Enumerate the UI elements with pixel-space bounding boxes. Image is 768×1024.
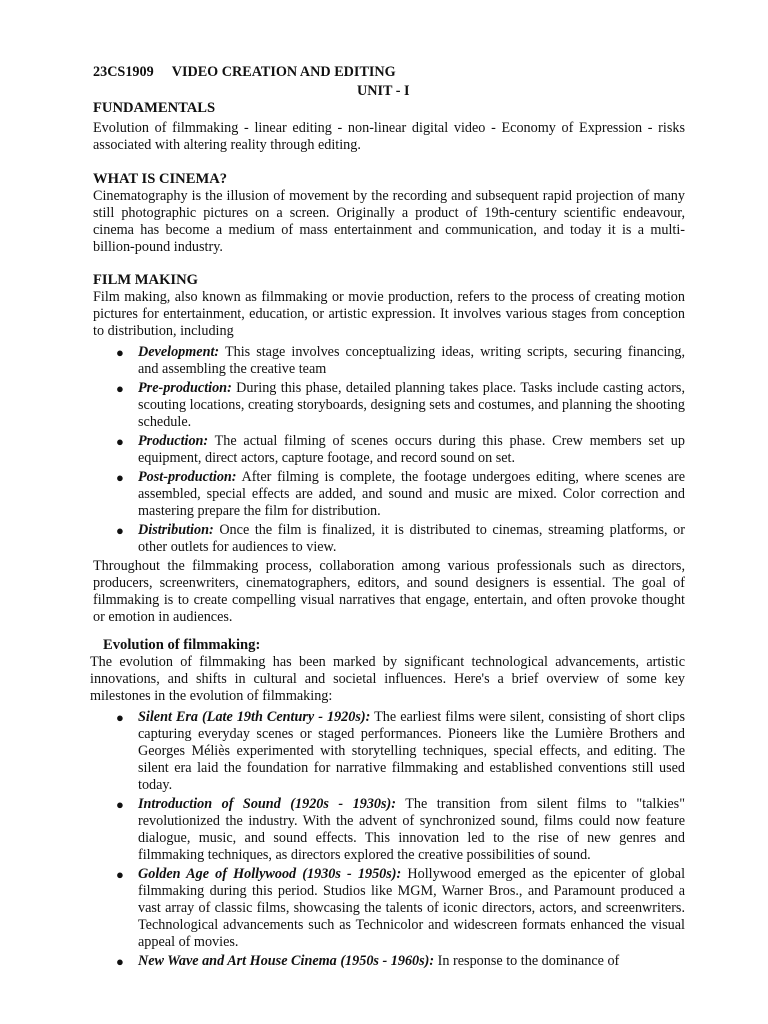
bullet-icon: ● bbox=[116, 523, 124, 538]
list-item: ● Post-production: After filming is complete, the footage undergoes editing, where scenes are assembled, special effects are added, and sound and music are mixed. Color correction and mastering prepare the film for distribution. bbox=[116, 469, 685, 519]
list-item: ● Distribution: Once the film is finalized, it is distributed to cinemas, streaming platforms, or other outlets for audiences to view. bbox=[116, 522, 685, 555]
bullet-icon: ● bbox=[116, 867, 124, 882]
bullet-icon: ● bbox=[116, 797, 124, 812]
course-name: VIDEO CREATION AND EDITING bbox=[171, 64, 396, 80]
bullet-icon: ● bbox=[116, 954, 124, 969]
evolution-heading: Evolution of filmmaking: bbox=[103, 637, 261, 653]
intro-paragraph: Evolution of filmmaking - linear editing - non-linear digital video - Economy of Expression - risks associated with altering reality through editing. bbox=[93, 120, 685, 153]
evolution-milestones-list bbox=[93, 709, 685, 970]
film-making-heading: FILM MAKING bbox=[93, 272, 198, 288]
course-code: 23CS1909 bbox=[93, 64, 154, 80]
evolution-paragraph: The evolution of filmmaking has been marked by significant technological advancements, artistic innovations, and shifts in cultural and societal influences. Here's a brief overview of some key milestones in the evolution of filmmaking: bbox=[90, 654, 685, 704]
film-making-paragraph: Film making, also known as filmmaking or movie production, refers to the process of creating motion pictures for entertainment, education, or artistic expression. It involves various stages from conception to distribution, including bbox=[93, 289, 685, 339]
bullet-icon: ● bbox=[116, 345, 124, 360]
fundamentals-section bbox=[93, 100, 685, 154]
unit-title: FUNDAMENTALS bbox=[93, 100, 216, 116]
list-item: ● Golden Age of Hollywood (1930s - 1950s): Hollywood emerged as the epicenter of global filmmaking during this period. Studios like MGM, Warner Bros., and Paramount produced a vast array of classic films, showcasing the talents of iconic directors, actors, and screenwriters. Technological advancements such as Technicolor and widescreen formats enhanced the visual appeal of movies. bbox=[116, 866, 686, 950]
bullet-icon: ● bbox=[116, 434, 124, 449]
film-making-closing: Throughout the filmmaking process, collaboration among various professionals such as directors, producers, screenwriters, cinematographers, editors, and sound designers is essential. The goal of filmmaking is to create compelling visual narratives that engage, entertain, and often provoke thought or emotion in audiences. bbox=[93, 558, 685, 625]
list-item: ● Development: This stage involves conceptualizing ideas, writing scripts, securing financing, and assembling the creative team bbox=[116, 344, 685, 377]
cinema-heading: WHAT IS CINEMA? bbox=[93, 171, 228, 187]
unit-label: UNIT - I bbox=[357, 83, 410, 99]
cinema-section bbox=[93, 171, 685, 256]
bullet-icon: ● bbox=[116, 470, 124, 485]
bullet-icon: ● bbox=[116, 381, 124, 396]
bullet-icon: ● bbox=[116, 710, 124, 725]
list-item: ● Silent Era (Late 19th Century - 1920s): The earliest films were silent, consisting of short clips capturing everyday scenes or staged performances. Pioneers like the Lumière Brothers and Georges Méliès experimented with storytelling techniques, special effects, and editing. The silent era laid the foundation for narrative filmmaking and established conventions still used today. bbox=[116, 709, 685, 793]
film-stages-list bbox=[93, 344, 685, 556]
list-item: ● Production: The actual filming of scenes occurs during this phase. Crew members set up equipment, direct actors, capture footage, and record sound on set. bbox=[116, 433, 685, 466]
film-making-section bbox=[93, 272, 685, 626]
list-item: ● Pre-production: During this phase, detailed planning takes place. Tasks include casting actors, scouting locations, creating storyboards, designing sets and costumes, and planning the shooting schedule. bbox=[116, 380, 685, 430]
course-title-line bbox=[93, 64, 396, 81]
list-item: ● New Wave and Art House Cinema (1950s - 1960s): In response to the dominance of bbox=[116, 953, 620, 969]
evolution-section bbox=[90, 637, 686, 972]
cinema-paragraph: Cinematography is the illusion of movement by the recording and subsequent rapid projection of many still photographic pictures on a screen. Originally a product of 19th-century scientific endeavour, cinema has become a medium of mass entertainment and communication, and today it is a multi-billion-pound industry. bbox=[93, 188, 685, 255]
list-item: ● Introduction of Sound (1920s - 1930s): The transition from silent films to "talkies" revolutionized the industry. With the advent of synchronized sound, films could now feature dialogue, music, and sound effects. This innovation led to the rise of new genres and filmmaking techniques, as directors explored the creative possibilities of sound. bbox=[116, 796, 685, 863]
